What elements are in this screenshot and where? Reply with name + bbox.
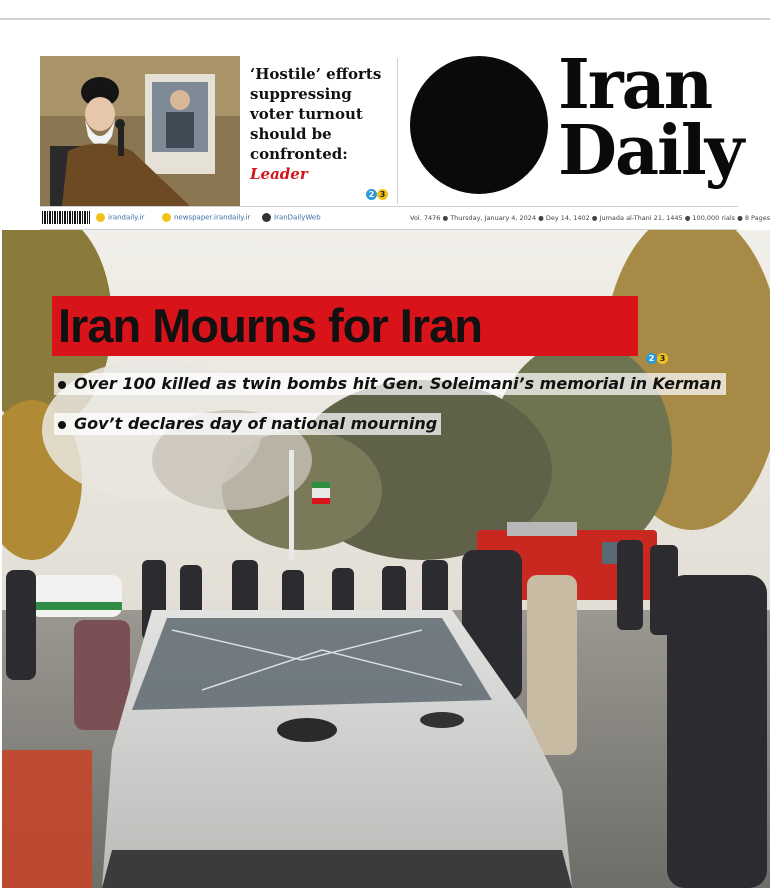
logo-line-1: Iran [558, 45, 712, 125]
bullet-icon [58, 381, 66, 389]
page-ref-badge: 2 [646, 353, 657, 364]
newspaper-icon [162, 213, 171, 222]
social-icon [262, 213, 271, 222]
lead-headline[interactable]: Iran Mourns for Iran [58, 299, 482, 352]
globe-icon [96, 213, 105, 222]
subhead-2: Gov’t declares day of national mourning [54, 413, 441, 435]
logo-line-2: Daily [558, 111, 743, 191]
teaser-page-refs [366, 182, 388, 202]
logo-disc-icon [410, 56, 548, 194]
page-ref-badge: 3 [657, 353, 668, 364]
teaser-headline: ‘Hostile’ efforts suppressing voter turnout should be confronted: [250, 65, 382, 163]
site-link[interactable]: irandaily.ir [96, 213, 144, 222]
teaser-kicker: Leader [250, 165, 308, 183]
social-link[interactable]: IranDailyWeb [262, 213, 321, 222]
page-ref-badge: 2 [366, 189, 377, 200]
lead-page-refs [646, 346, 668, 365]
bullet-icon [58, 421, 66, 429]
edition-info: Vol. 7476 ● Thursday, January 4, 2024 ● Dey 14, 1402 ● Jumada al-Thani 21, 1445 ● 100,000 rials ● 8 Pages [410, 214, 770, 222]
newspaper-link[interactable]: newspaper.irandaily.ir [162, 213, 250, 222]
info-bar [40, 206, 770, 230]
teaser-story[interactable] [250, 64, 390, 199]
barcode-icon [42, 211, 90, 224]
subhead-1: Over 100 killed as twin bombs hit Gen. Soleimani’s memorial in Kerman [54, 373, 726, 395]
top-rule [0, 18, 770, 20]
page-ref-badge: 3 [377, 189, 388, 200]
masthead-logo [558, 45, 743, 191]
masthead-divider [397, 58, 398, 204]
teaser-photo [40, 56, 240, 206]
